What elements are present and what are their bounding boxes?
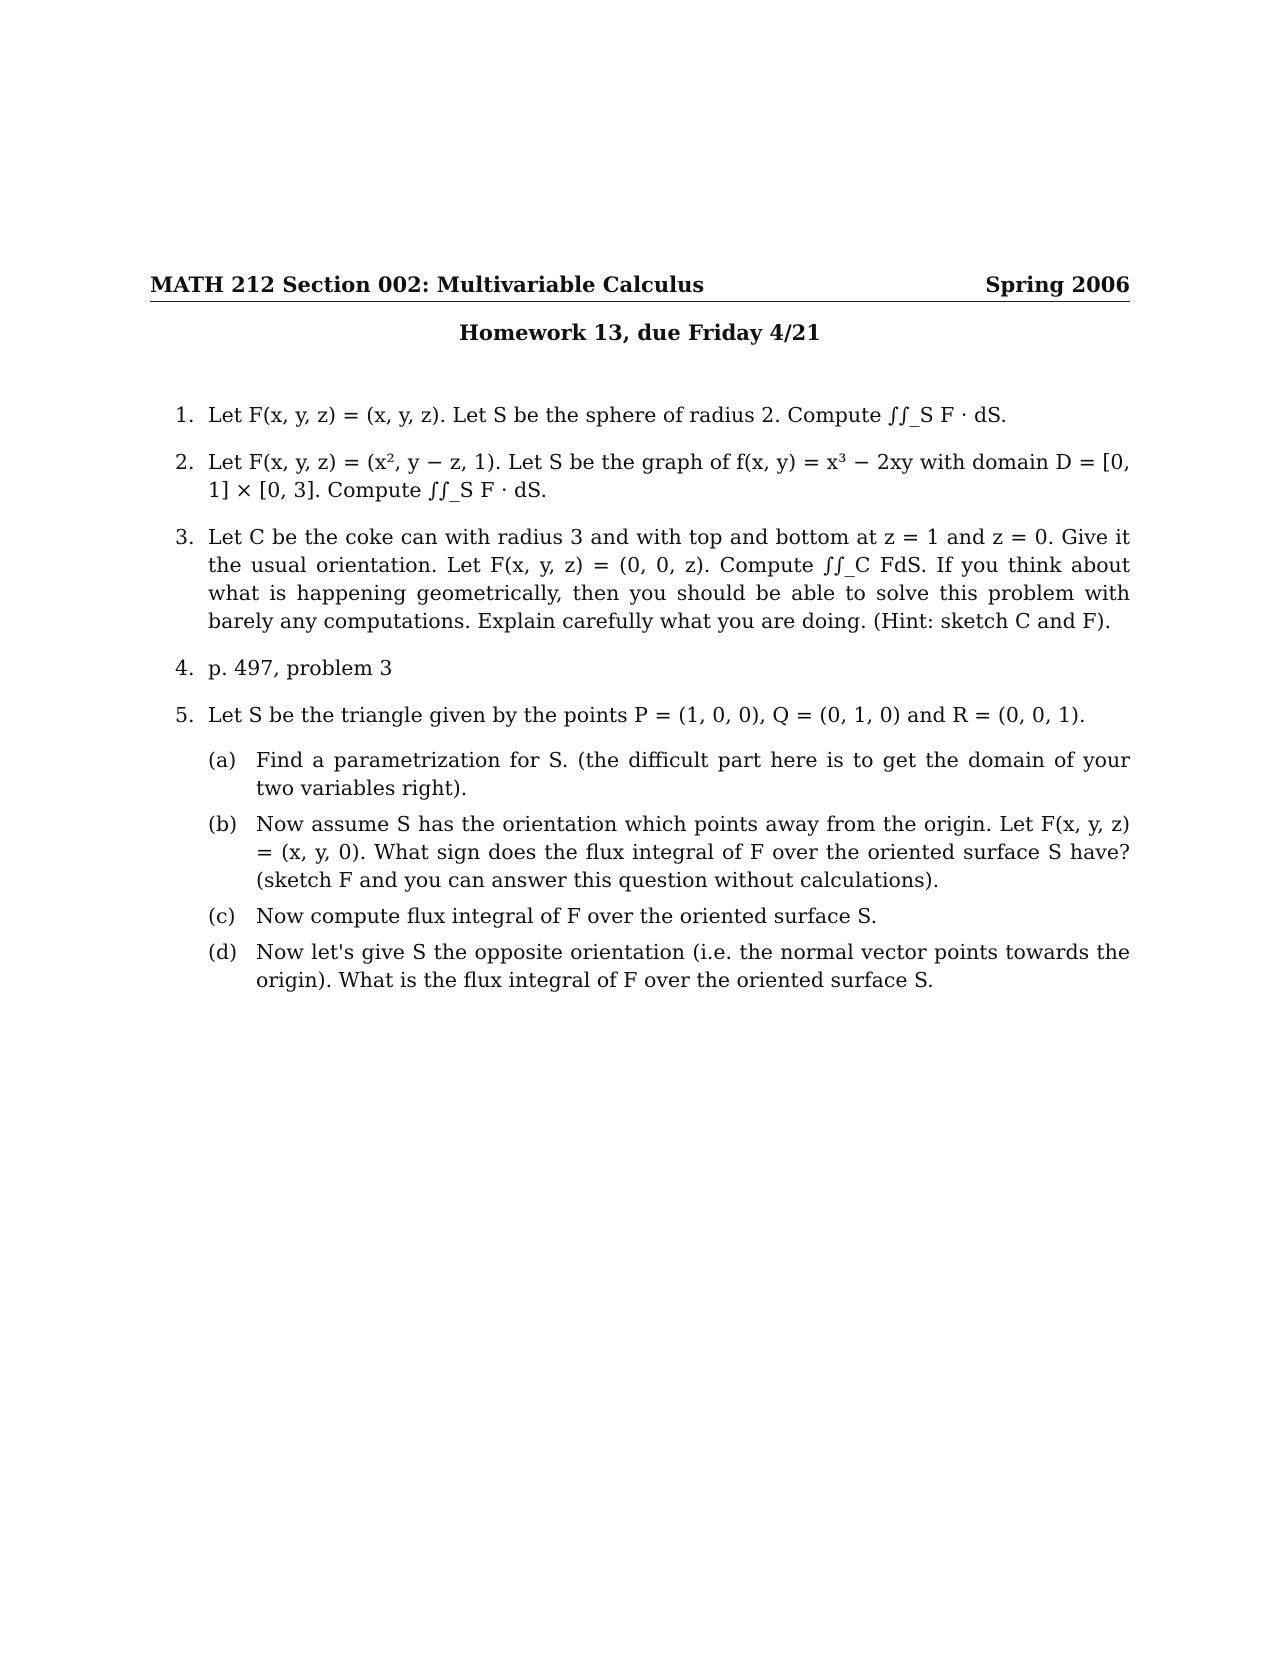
subpart-label: (c) [208, 904, 236, 928]
problem-5-stem [175, 701, 1130, 729]
subpart-text: Now let's give S the opposite orientation (i.e. the normal vector points towards the origin). What is the flux integral of F over the oriented surface S. [256, 940, 1130, 992]
subpart-label: (a) [208, 748, 237, 772]
header-bar [150, 272, 1130, 302]
problem-number: 2. [175, 450, 195, 474]
problem-text: Let S be the triangle given by the points P = (1, 0, 0), Q = (0, 1, 0) and R = (0, 0, 1). [208, 703, 1086, 727]
course-title: MATH 212 Section 002: Multivariable Calculus [150, 272, 705, 297]
subpart-b [208, 810, 1130, 894]
subpart-label: (d) [208, 940, 238, 964]
problem-list [175, 401, 1130, 1021]
subpart-text: Find a parametrization for S. (the difficult part here is to get the domain of your two variables right). [256, 748, 1130, 800]
problem-1 [175, 401, 1130, 429]
subpart-a [208, 746, 1130, 802]
problem-number: 3. [175, 525, 195, 549]
subparts [208, 746, 1130, 1002]
subpart-c [208, 902, 1130, 930]
problem-3 [175, 523, 1130, 635]
problem-2 [175, 448, 1130, 504]
problem-text: Let F(x, y, z) = (x, y, z). Let S be the sphere of radius 2. Compute ∫∫_S F · dS. [208, 403, 1007, 427]
subpart-text: Now assume S has the orientation which points away from the origin. Let F(x, y, z) = (x, y, 0). What sign does the flux integral of F over the oriented surface S have? (sketch F and you can answer this question without calculations). [256, 812, 1130, 892]
subpart-label: (b) [208, 812, 238, 836]
problem-number: 1. [175, 403, 195, 427]
term-label: Spring 2006 [985, 272, 1130, 297]
problem-text: Let F(x, y, z) = (x², y − z, 1). Let S be the graph of f(x, y) = x³ − 2xy with domain D = [0, 1] × [0, 3]. Compute ∫∫_S F · dS. [208, 450, 1130, 502]
problem-number: 5. [175, 703, 195, 727]
problem-text: Let C be the coke can with radius 3 and with top and bottom at z = 1 and z = 0. Give it the usual orientation. Let F(x, y, z) = (0, 0, z). Compute ∫∫_C FdS. If you think about what is happening geometrically, then you should be able to solve this problem with barely any computations. Explain carefully what you are doing. (Hint: sketch C and F). [208, 525, 1130, 633]
subpart-d [208, 938, 1130, 994]
problem-number: 4. [175, 656, 195, 680]
problem-text: p. 497, problem 3 [208, 656, 393, 680]
problem-5 [175, 701, 1130, 1002]
subpart-text: Now compute flux integral of F over the oriented surface S. [256, 904, 878, 928]
problem-4 [175, 654, 1130, 682]
homework-title: Homework 13, due Friday 4/21 [459, 320, 821, 345]
